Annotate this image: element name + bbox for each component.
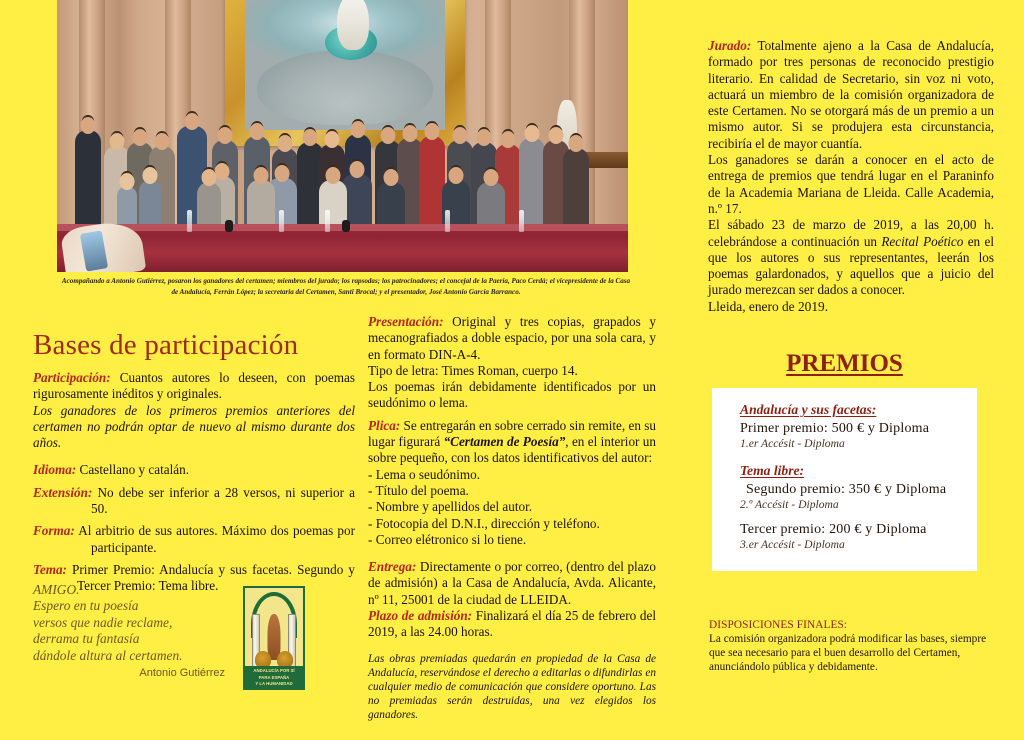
ganadores-block-a: Los ganadores se darán a conocer en el acto de entrega de premios que tendrá lugar en el Paraninfo de la Academia Mariana de Lleida. Calle Academia, n.º 17.: [708, 152, 994, 216]
text-ganadores-b1: El sábado 23 de marzo de 2019, a las 20,00 h. celebrándose a continuación un: [708, 217, 994, 249]
bases-item-forma: [33, 523, 355, 556]
amigo-line-4: dándole altura al certamen.: [33, 647, 183, 663]
premios-heading: PREMIOS: [786, 350, 903, 377]
plazo-block: [368, 608, 656, 641]
lead-idioma: Idioma:: [33, 462, 77, 478]
emblem-motto-band: [245, 666, 303, 688]
plica-bullet-2: - Título del poema.: [368, 482, 469, 498]
lead-presentacion: Presentación:: [368, 314, 444, 329]
bases-item-idioma: [33, 462, 355, 478]
amigo-poem: [33, 582, 233, 681]
bases-item-participacion: [33, 370, 355, 403]
prize-heading-tema-libre: Tema libre:: [740, 463, 805, 478]
plica-bullet-1: - Lema o seudónimo.: [368, 466, 481, 482]
plica-bullet-4: - Fotocopia del D.N.I., dirección y teléfono.: [368, 515, 600, 531]
disposiciones-text: La comisión organizadora podrá modificar las bases, siempre que sea necesario para el buen desarrollo del Certamen, anunciándolo pública y debidamente.: [709, 633, 987, 673]
text-jurado: Totalmente ajeno a la Casa de Andalucía, formado por tres personas de reconocido prestigio literario. En calidad de Secretario, sin voz ni voto, actuará un miembro de la comisión organizadora de este Certamen. No se otorgará más de un premio a un mismo autor. Si se produjera esta circunstancia, recibiría el de mayor cuantía.: [708, 38, 994, 151]
place-and-date: Lleida, enero de 2019.: [708, 299, 829, 314]
bases-item-extension: [33, 485, 355, 518]
presentacion-line2: Tipo de letra: Times Roman, cuerpo 14.: [368, 362, 578, 378]
text-plica-a: Se entregarán en sobre cerrado sin remite, en su lugar figurará: [368, 417, 656, 450]
lead-plazo-admision: Plazo de admisión:: [368, 608, 473, 624]
emblem-band-line-3: Y LA HUMANIDAD: [255, 681, 293, 687]
right-column: [708, 38, 994, 299]
disposiciones-title: DISPOSICIONES FINALES:: [709, 619, 848, 631]
middle-footnote: Las obras premiadas quedarán en propiedad de la Casa de Andalucía, reservándose el derecho a editarlas o difundirlas en cualquier medio de comunicación que considere oportuno. Las no premiadas serán destruidas, una vez elegidos los ganadores.: [368, 652, 656, 722]
prize-sub-tercer: 3.er Accésit - Diploma: [740, 538, 845, 551]
prize-group-tema-libre: [740, 463, 961, 511]
text-extension: No debe ser inferior a 28 versos, ni superior a 50.: [91, 484, 355, 517]
text-plica-b: , en el interior un sobre pequeño, con los datos identificativos del autor:: [368, 434, 656, 466]
photo-caption: Acompañando a Antonio Gutiérrez, posaron los ganadores del certamen; miembros del jurado; los rapsodas; los patrocinadores; el concejal de la Paería, Paco Cerdà; el vicepresidente de la Casa de Andalucía, Ferrán López; la secretaria del Certamen, Santi Brocal; y el presentador, José Antonio García Barranco.: [61, 277, 631, 296]
prize-sub-segundo: 2.º Accésit - Diploma: [740, 498, 839, 511]
text-plazo-admision: Finalizará el día 25 de febrero del 2019, a las 24.00 horas.: [368, 608, 656, 640]
plica-bullet-3: - Nombre y apellidos del autor.: [368, 499, 533, 515]
text-participacion: Cuantos autores lo deseen, con poemas rigurosamente inéditos y originales.: [33, 370, 355, 402]
emblem-band-line-2: PARA ESPAÑA: [258, 674, 290, 680]
amigo-signature: Antonio Gutiérrez: [139, 667, 225, 680]
prize-group-andalucia: [740, 402, 961, 450]
text-tema: Primer Premio: Andalucía y sus facetas. Segundo y Tercer Premio: Tema libre.: [66, 561, 355, 594]
lead-plica: Plica:: [368, 417, 401, 433]
lead-forma: Forma:: [33, 523, 75, 539]
prize-main-segundo: Segundo premio: 350 € y Diploma: [746, 482, 947, 497]
group-photo: [57, 0, 628, 272]
casa-de-andalucia-emblem: [243, 586, 305, 690]
ganadores-block-b: [708, 217, 994, 298]
page-title-bases: Bases de participación: [33, 329, 299, 361]
presentacion-line3: Los poemas irán debidamente identificados por un seudónimo o lema.: [368, 379, 656, 411]
plica-block: [368, 418, 656, 467]
text-ganadores-b2: en el que los autores o sus representantes, leerán los poemas galardonados, y aquellos que a juicio del jurado merezcan ser dados a conocer.: [708, 233, 995, 298]
lead-participacion: Participación:: [33, 370, 111, 385]
text-forma: Al arbitrio de sus autores. Máximo dos poemas por participante.: [74, 523, 355, 555]
bases-note-participacion: Los ganadores de los primeros premios anteriores del certamen no podrán optar de nuevo al mismo durante dos años.: [33, 402, 355, 451]
entrega-block: [368, 559, 656, 608]
bases-column: [33, 370, 355, 595]
prize-sub-primer: 1.er Accésit - Diploma: [740, 437, 845, 450]
jurado-block: [708, 38, 994, 152]
disposiciones-finales: [709, 618, 989, 674]
amigo-line-2: versos que nadie reclame,: [33, 614, 173, 630]
people-group: [57, 112, 628, 226]
emblem-band-line-1: ANDALUCÍA POR SÍ: [253, 668, 295, 673]
text-presentacion: Original y tres copias, grapados y mecanografiados a doble espacio, por una sola cara, y en formato DIN-A-4.: [368, 314, 656, 362]
prize-heading-andalucia: Andalucía y sus facetas:: [740, 402, 877, 417]
lead-extension: Extensión:: [33, 484, 93, 500]
text-idioma: Castellano y catalán.: [76, 462, 190, 478]
amigo-heading: AMIGO.: [33, 582, 80, 597]
lead-tema: Tema:: [33, 561, 67, 577]
amigo-line-3: derrama tu fantasía: [33, 631, 140, 647]
lead-jurado: Jurado:: [708, 38, 752, 53]
premios-box: [712, 388, 977, 571]
prize-main-tercer: Tercer premio: 200 € y Diploma: [740, 522, 927, 537]
lead-entrega: Entrega:: [368, 559, 417, 575]
prize-main-primer: Primer premio: 500 € y Diploma: [740, 421, 930, 436]
amigo-line-1: Espero en tu poesía: [33, 598, 139, 614]
presentacion-block: [368, 314, 656, 363]
middle-column: [368, 314, 656, 723]
plica-bullet-5: - Correo elétronico si lo tiene.: [368, 531, 527, 547]
prize-group-tercero: [740, 522, 961, 551]
text-entrega: Directamente o por correo, (dentro del plazo de admisión) a la Casa de Andalucía, Avda. Alicante, nº 11, 25001 de la ciudad de LLEIDA.: [368, 559, 656, 607]
recital-poetico-title: Recital Poético: [881, 233, 964, 249]
certamen-quoted-title: “Certamen de Poesía”: [443, 434, 566, 450]
